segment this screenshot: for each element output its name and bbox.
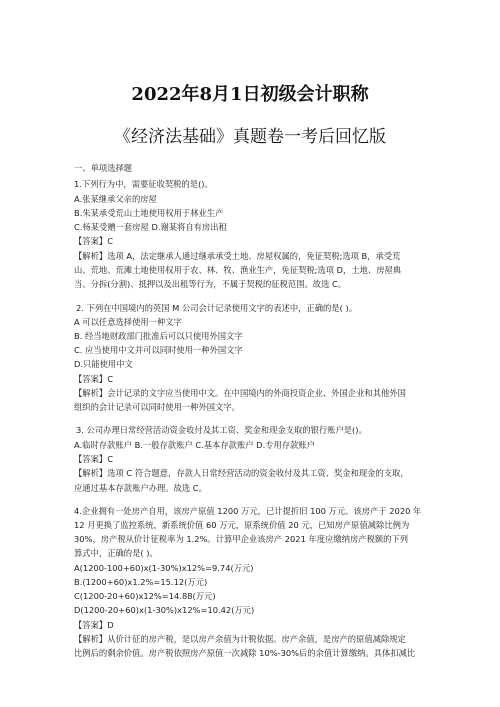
question-2-stem: 2. 下列在中国境内的英国 M 公司会计记录使用文字的表述中，正确的是( )。: [76, 303, 358, 313]
question-4-answer: 【答案】D: [74, 620, 114, 630]
question-2-option-c: C. 应当使用中文并可以同时使用一种外国文字: [74, 345, 243, 355]
question-3-answer: 【答案】C: [74, 454, 113, 464]
question-3-stem: 3. 公司办理日常经营活动资金收付及其工资、奖金和现金支取的银行账户是()。: [76, 425, 367, 435]
question-4-explanation-line: 【解析】从价计征的房产税，是以房产余值为计税依据。房产余值，是房产的原值减除规定: [74, 634, 406, 644]
question-4-option-c: C(1200-20+60)x12%=14.88(万元): [74, 591, 216, 601]
document-title: 2022年8月1日初级会计职称: [131, 84, 369, 105]
document-subtitle: 《经济法基础》真题卷一考后回忆版: [114, 127, 386, 147]
section-heading: 一、单项选择题: [74, 163, 133, 173]
question-4-explanation-line: 比例后的剩余价值。房产税依照房产原值一次减除 10%-30%后的余值计算缴纳。具体扣减比: [74, 648, 416, 658]
question-1-option-a: A.张某继承父亲的房屋: [74, 194, 157, 204]
question-2-option-b: B. 经当地财政部门批准后可以只使用外国文字: [74, 331, 243, 341]
question-3-explanation-line: 【解析】选项 C 符合题意，存款人日常经营活动的资金收付及其工资、奖金和现金的支取，: [74, 468, 409, 478]
question-3-options: A.临时存款账户 B.一般存款账户 C.基本存款账户 D.专用存款账户: [74, 440, 315, 450]
question-2-answer: 【答案】C: [74, 374, 113, 384]
question-4-option-d: D(1200-20+60)x(1-30%)x12%=10.42(万元): [74, 605, 255, 615]
question-1-options-cd: C.杨某受赠一套房屋 D.谢某将自有房出租: [74, 222, 227, 232]
question-4-stem: 12 月更换了监控系统，新系统价值 60 万元，原系统价值 20 元，已知房产原值减除比例为: [74, 520, 410, 530]
question-4-stem: 4.企业拥有一处房产自用，该房产原值 1200 万元，已计提折旧 100 万元。该房产于 2020 年: [74, 506, 422, 516]
question-4-option-a: A(1200-100+60)x(1-30%)x12%=9.74(万元): [74, 563, 254, 573]
question-2-option-a: A 可以任意选择使用一种文字: [74, 317, 182, 327]
question-2-explanation-line: 【解析】会计记录的文字应当使用中文。在中国境内的外商投资企业、外国企业和其他外国: [74, 388, 406, 398]
question-1-explanation-line: 【解析】选项 A，法定继承人通过继承承受土地、房屋权属的，免征契税;选项 B，承受荒: [74, 251, 401, 261]
question-1-option-b: B.朱某承受荒山土地使用权用于林业生产: [74, 208, 224, 218]
question-1-explanation-line: 当、分拆(分割)、抵押以及出租等行为，不属于契税的征税范围。故选 C。: [74, 279, 347, 289]
question-4-stem: 算式中，正确的是( )。: [74, 548, 158, 558]
question-1-explanation-line: 山、荒地、荒滩土地使用权用于农、林、牧、渔业生产，免征契税;选项 D，土地、房屋典: [74, 265, 402, 275]
question-4-option-b: B.(1200+60)x1.2%=15.12(万元): [74, 577, 208, 587]
question-4-stem: 30%，房产税从价计征税率为 1.2%。计算甲企业该房产 2021 年度应缴纳房产税额的下列: [74, 534, 409, 544]
question-1-answer: 【答案】C: [74, 236, 113, 246]
question-2-explanation-line: 组织的会计记录可以同时使用一种外国文字。: [74, 402, 240, 412]
question-3-explanation-line: 应通过基本存款账户办理。故选 C。: [74, 483, 207, 493]
question-2-option-d: D.只能使用中文: [74, 359, 133, 369]
question-1-stem: 1.下列行为中，需要征收契税的是()。: [74, 179, 213, 189]
